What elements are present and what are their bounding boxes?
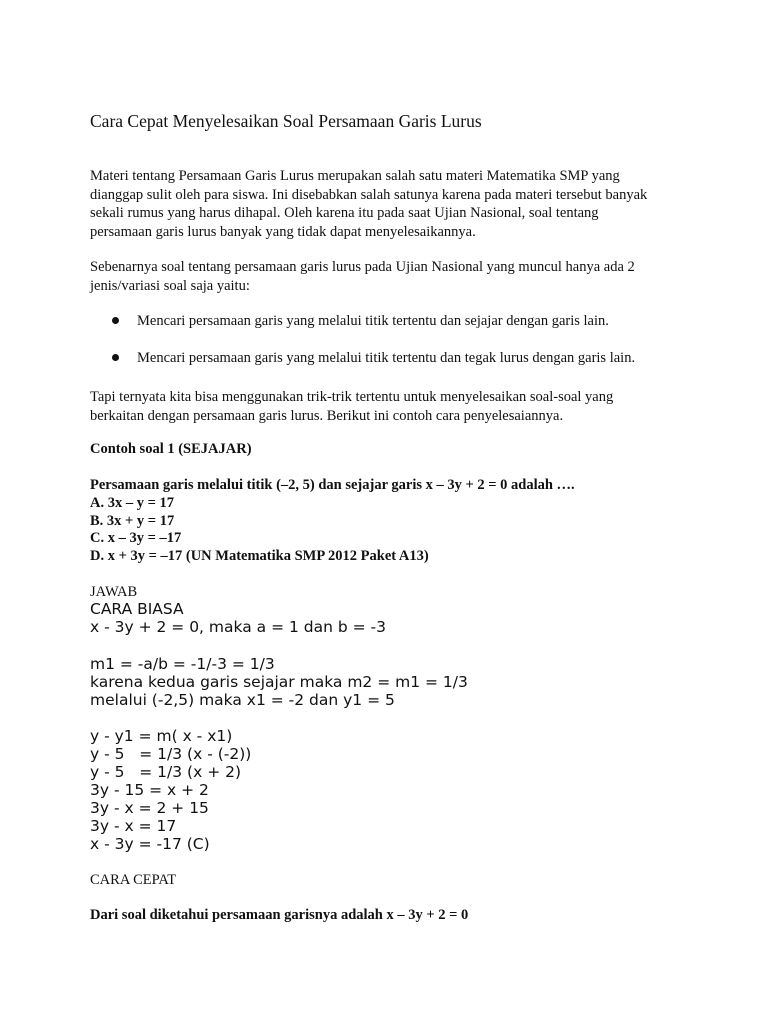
bullet-icon [112, 317, 119, 324]
page-title: Cara Cepat Menyelesaikan Soal Persamaan Garis Lurus [90, 111, 482, 131]
statement-text: Dari soal diketahui persamaan garisnya adalah x – 3y + 2 = 0 [90, 907, 469, 923]
text-line: Tapi ternyata kita bisa menggunakan trik-trik tertentu untuk menyelesaikan soal-soal yang [90, 389, 614, 405]
intro-paragraph [90, 167, 680, 241]
solution-line: x - 3y + 2 = 0, maka a = 1 dan b = -3 [90, 618, 386, 636]
solution-line: melalui (-2,5) maka x1 = -2 dan y1 = 5 [90, 691, 395, 709]
variants-paragraph [90, 258, 680, 295]
solution-line: 3y - x = 2 + 15 [90, 799, 209, 817]
text-line: jenis/variasi soal saja yaitu: [90, 277, 250, 294]
method-label: CARA BIASA [90, 600, 184, 618]
solution-line: y - 5 = 1/3 (x + 2) [90, 763, 242, 781]
question-text: Persamaan garis melalui titik (–2, 5) dan sejajar garis x – 3y + 2 = 0 adalah …. [90, 477, 575, 493]
solution-line: 3y - 15 = x + 2 [90, 781, 209, 799]
solution-line: karena kedua garis sejajar maka m2 = m1 = 1/3 [90, 673, 468, 691]
answer-label: JAWAB [90, 584, 138, 600]
text-line: Materi tentang Persamaan Garis Lurus merupakan salah satu materi Matematika SMP yang [90, 168, 620, 184]
method-label: CARA CEPAT [90, 872, 177, 888]
trick-paragraph [90, 388, 680, 425]
text-line: dianggap sulit oleh para siswa. Ini disebabkan salah satunya karena pada materi tersebut banyak [90, 186, 648, 203]
example-heading: Contoh soal 1 (SEJAJAR) [90, 441, 252, 457]
bullet-text: Mencari persamaan garis yang melalui titik tertentu dan tegak lurus dengan garis lain. [137, 350, 636, 366]
option-d: D. x + 3y = –17 (UN Matematika SMP 2012 Paket A13) [90, 548, 429, 564]
option-c: C. x – 3y = –17 [90, 530, 182, 546]
solution-line: m1 = -a/b = -1/-3 = 1/3 [90, 655, 275, 673]
text-line: persamaan garis lurus banyak yang tidak dapat menyelesaikannya. [90, 223, 476, 240]
text-line: Sebenarnya soal tentang persamaan garis lurus pada Ujian Nasional yang muncul hanya ada 2 [90, 259, 635, 275]
text-line: berkaitan dengan persamaan garis lurus. Berikut ini contoh cara penyelesaiannya. [90, 407, 564, 424]
bullet-icon [112, 354, 119, 361]
text-line: sekali rumus yang harus dihapal. Oleh karena itu pada saat Ujian Nasional, soal tentang [90, 205, 599, 221]
solution-line: y - y1 = m( x - x1) [90, 727, 233, 745]
solution-line: y - 5 = 1/3 (x - (-2)) [90, 745, 252, 763]
solution-line: x - 3y = -17 (C) [90, 835, 210, 853]
option-a: A. 3x – y = 17 [90, 495, 174, 511]
solution-line: 3y - x = 17 [90, 817, 177, 835]
option-b: B. 3x + y = 17 [90, 513, 175, 529]
bullet-text: Mencari persamaan garis yang melalui titik tertentu dan sejajar dengan garis lain. [137, 313, 609, 329]
